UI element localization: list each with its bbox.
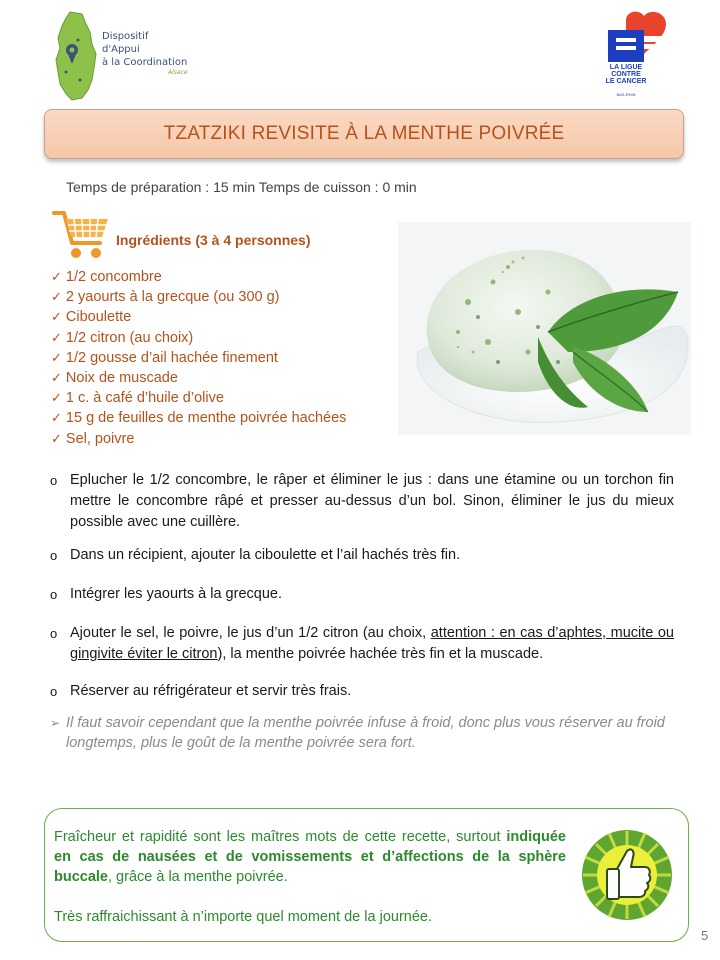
ligue-line-2: CONTRE	[611, 71, 641, 78]
tip-note: ➢ Il faut savoir cependant que la menthe poivrée infuse à froid, donc plus vous réserver au froid longtemps, plus le goût de la menthe poivrée sera fort.	[50, 715, 665, 751]
bullet: o	[50, 548, 58, 563]
list-item: ✓ Noix de muscade	[51, 370, 178, 387]
prep-time: Temps de préparation : 15 min Temps de cuisson : 0 min	[66, 179, 417, 195]
step-item: o Dans un récipient, ajouter la ciboulette et l’ail hachés très fin.	[50, 545, 674, 566]
check-icon: ✓	[51, 349, 62, 365]
list-item: ✓ 1/2 concombre	[51, 269, 162, 285]
list-item: ✓ 1/2 citron (au choix)	[51, 329, 194, 346]
logo-line-4: Alsace	[168, 69, 188, 76]
check-icon: ✓	[51, 309, 62, 325]
list-item: ✓ Sel, poivre	[51, 430, 135, 447]
ligue-line-1: LA LIGUE	[609, 64, 643, 71]
check-icon: ✓	[51, 410, 62, 426]
bullet: o	[50, 626, 58, 641]
logo-line-2: d'Appui	[102, 44, 140, 55]
step-item: o Réserver au réfrigérateur et servir très frais.	[50, 681, 674, 702]
page-number: 5	[701, 928, 709, 943]
ingredients-list	[51, 267, 346, 449]
tip-text: Fraîcheur et rapidité sont les maîtres mots de cette recette, surtout indiquée en cas de nausées et de vomissements et d’affections de la sphère buccale, grâce à la menthe poivrée. Très raffraichissant à n’importe quel moment de la journée.	[54, 829, 566, 925]
check-icon: ✓	[51, 329, 62, 345]
step-item: o Intégrer les yaourts à la grecque.	[50, 584, 674, 605]
ligue-heart-icon	[604, 10, 672, 64]
step-item: o Ajouter le sel, le poivre, le jus d’un 1/2 citron (au choix, attention : en cas d’aphtes, mucite ou gingivite éviter le citron), la menthe poivrée hachée très fin et la muscade.	[50, 625, 674, 662]
shopping-cart-icon	[52, 207, 110, 263]
list-item: ✓ 2 yaourts à la grecque (ou 300 g)	[51, 289, 280, 306]
thumbs-up-icon	[581, 829, 673, 921]
check-icon: ✓	[51, 430, 62, 446]
list-item: ✓ 1/2 gousse d’ail hachée finement	[51, 349, 278, 366]
dac-logo	[52, 10, 202, 100]
check-icon: ✓	[51, 390, 62, 406]
list-item: ✓ 1 c. à café d’huile d’olive	[51, 390, 224, 407]
alsace-map-icon	[52, 10, 100, 102]
check-icon: ✓	[51, 289, 62, 305]
ligue-logo	[604, 10, 672, 102]
tzatziki-photo	[398, 222, 691, 435]
tip-bold-text: indiquée en cas de nausées et de vomissements et d’affections de la sphère buccale	[54, 829, 566, 885]
step-item: o Eplucher le 1/2 concombre, le râper et éliminer le jus : dans une étamine ou un torchon fin mettre le concombre râpé et presser au-dessus d’un bol. Sinon, éliminer le jus du mieux possible avec une cuillère.	[50, 472, 674, 530]
warning-text: attention : en cas d’aphtes, mucite ou gingivite éviter le citron	[70, 625, 674, 662]
check-icon: ✓	[51, 269, 62, 284]
logo-line-1: Dispositif	[102, 31, 149, 42]
bullet: o	[50, 587, 58, 602]
arrow-icon: ➢	[50, 716, 61, 730]
list-item: ✓ Ciboulette	[51, 309, 132, 326]
tip-box	[44, 808, 689, 942]
page-title: TZATZIKI REVISITE À LA MENTHE POIVRÉE	[163, 123, 565, 144]
check-icon: ✓	[51, 370, 62, 386]
list-item: ✓ 15 g de feuilles de menthe poivrée hachées	[51, 410, 347, 427]
ligue-line-4: BAS-RHIN	[616, 92, 636, 97]
bullet: o	[50, 473, 58, 488]
ingredients-heading: Ingrédients (3 à 4 personnes)	[116, 232, 311, 248]
logo-line-3: à la Coordination	[102, 57, 188, 68]
ligue-line-3: LE CANCER	[605, 78, 647, 85]
title-banner	[44, 109, 684, 159]
bullet: o	[50, 684, 58, 699]
